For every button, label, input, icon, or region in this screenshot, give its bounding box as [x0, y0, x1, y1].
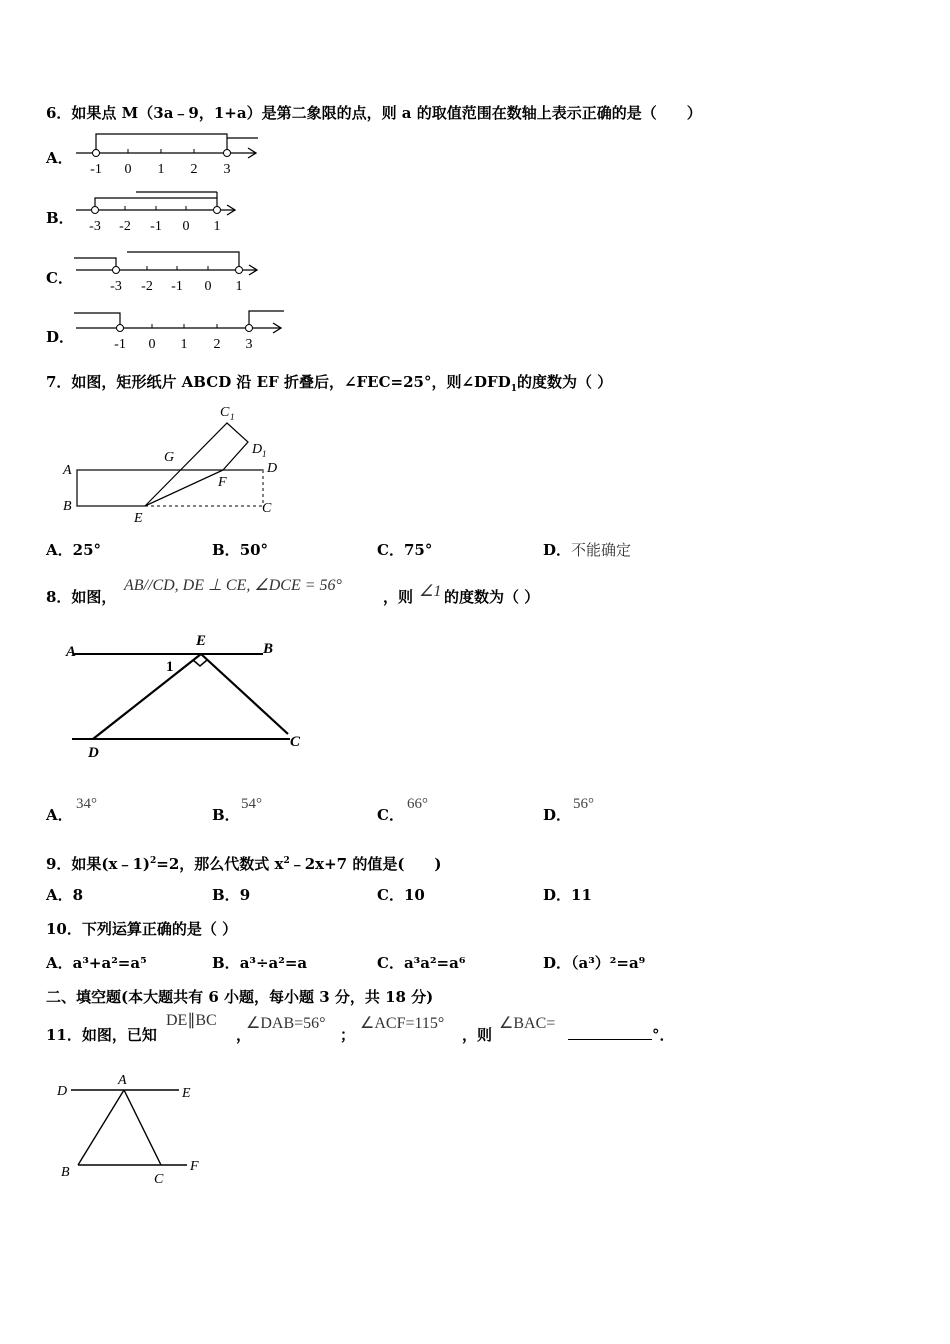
tick-label: 0 — [204, 279, 212, 294]
solution-ray-right — [249, 311, 284, 328]
point-label-a: A — [63, 463, 72, 478]
subscript-c1: 1 — [230, 412, 235, 422]
tick-label: 0 — [148, 337, 156, 352]
q11-stem-end: °． — [652, 1026, 675, 1044]
q11-separator-2: ； — [340, 1026, 356, 1044]
q8-option-b-label[interactable]: B． — [212, 806, 240, 824]
section-2-heading: 二、填空题(本大题共有 6 小题，每小题 3 分，共 18 分) — [46, 988, 434, 1006]
q9-option-c[interactable]: C．10 — [377, 886, 425, 904]
q7-option-b[interactable]: B．50° — [212, 541, 269, 559]
tick-label: 0 — [124, 162, 132, 177]
tick-label: 2 — [213, 337, 221, 352]
q6-option-a-number-line[interactable] — [70, 128, 265, 178]
tick-label: -1 — [90, 162, 102, 177]
point-label-d: D — [57, 1084, 68, 1099]
q11-answer-blank[interactable] — [568, 1025, 652, 1040]
q8-figure — [60, 628, 310, 763]
q10-option-c[interactable]: C．a³a²=a⁶ — [377, 954, 466, 972]
q7-option-a[interactable]: A．25° — [46, 541, 102, 559]
q10-stem: 10．下列运算正确的是（ ） — [46, 920, 238, 938]
q8-stem-mid: ，则 — [383, 588, 414, 606]
tick-label: -2 — [141, 279, 153, 294]
open-circle-icon — [117, 325, 124, 332]
q6-option-c-label[interactable]: C． — [46, 269, 73, 287]
q7-stem — [46, 372, 612, 399]
point-label-c1: C — [220, 405, 230, 420]
fold-line-ef — [145, 470, 223, 506]
q8-stem-start: 8．如图， — [46, 588, 117, 606]
point-label-f: F — [190, 1159, 199, 1174]
tick-label: 1 — [235, 279, 243, 294]
open-circle-icon — [93, 150, 100, 157]
open-circle-icon — [92, 207, 99, 214]
angle-label-1: 1 — [166, 659, 174, 675]
q7-option-c[interactable]: C．75° — [377, 541, 433, 559]
q8-condition: AB//CD, DE ⊥ CE, ∠DCE = 56° — [124, 577, 342, 594]
q8-option-b-value[interactable]: 54° — [241, 796, 262, 812]
solution-ray-left — [74, 313, 120, 328]
q9-stem: 9．如果(x﹣1)$^2$=2，那么代数式 $x^2﹣2x+7$ 的值是( ) — [46, 855, 442, 873]
point-label-c: C — [154, 1172, 164, 1187]
q9-option-b[interactable]: B．9 — [212, 886, 251, 904]
point-label-d: D — [88, 745, 99, 761]
q10-option-b[interactable]: B．a³÷a²=a — [212, 954, 308, 972]
q6-option-b-number-line[interactable] — [70, 186, 245, 236]
point-label-a: A — [118, 1073, 127, 1088]
point-label-d: D — [267, 461, 278, 476]
open-circle-icon — [113, 267, 120, 274]
q6-option-b-label[interactable]: B． — [46, 209, 74, 227]
point-label-g: G — [164, 450, 175, 465]
tick-label: 2 — [190, 162, 198, 177]
tick-label: 0 — [182, 219, 190, 234]
tick-label: 1 — [213, 219, 221, 234]
q6-option-d-number-line[interactable] — [70, 304, 290, 354]
point-label-e: E — [196, 633, 207, 649]
q9-option-a[interactable]: A．8 — [46, 886, 84, 904]
q8-option-c-label[interactable]: C． — [377, 806, 404, 824]
q8-option-a-label[interactable]: A． — [46, 806, 73, 824]
tick-label: -3 — [89, 219, 101, 234]
point-label-b: B — [63, 499, 72, 514]
open-circle-icon — [214, 207, 221, 214]
folded-flap — [145, 423, 248, 506]
q11-figure — [55, 1068, 230, 1190]
point-label-a: A — [66, 644, 77, 660]
solution-ray-right — [127, 252, 239, 270]
segment-ab — [78, 1090, 124, 1165]
point-label-f: F — [218, 475, 227, 490]
q7-stem-text: 7．如图，矩形纸片 ABCD 沿 EF 折叠后，∠FEC=25°，则∠DFD — [46, 373, 511, 391]
q11-ask: ∠BAC= — [499, 1015, 556, 1032]
rectangle-abcd — [77, 470, 263, 506]
q7-figure — [55, 398, 290, 528]
q8-angle: ∠1 — [419, 583, 442, 600]
tick-label: -2 — [119, 219, 131, 234]
q8-option-d-label[interactable]: D． — [543, 806, 572, 824]
q11-condition-1: DE∥BC — [166, 1012, 217, 1029]
q8-option-a-value[interactable]: 34° — [76, 796, 97, 812]
q11-stem-start: 11．如图，已知 — [46, 1026, 157, 1044]
q7-stem-subscript: 1 — [510, 384, 517, 394]
q6-option-c-number-line[interactable] — [70, 246, 265, 296]
point-label-d1: D — [252, 442, 263, 457]
segment-ac — [124, 1090, 161, 1165]
tick-label: 3 — [245, 337, 253, 352]
tick-label: -1 — [114, 337, 126, 352]
q8-stem-end: 的度数为（ ） — [444, 588, 540, 606]
open-circle-icon — [246, 325, 253, 332]
solution-ray-left — [74, 258, 116, 270]
q9-option-d[interactable]: D．11 — [543, 886, 592, 904]
tick-label: 1 — [157, 162, 165, 177]
open-circle-icon — [224, 150, 231, 157]
tick-label: -1 — [171, 279, 183, 294]
point-label-c: C — [262, 501, 272, 516]
q6-option-d-label[interactable]: D． — [46, 328, 75, 346]
q6-option-a-label[interactable]: A． — [46, 149, 73, 167]
point-label-c: C — [290, 734, 301, 750]
tick-label: 1 — [180, 337, 188, 352]
q10-option-d[interactable]: D．（a³）²=a⁹ — [543, 954, 646, 972]
q8-option-c-value[interactable]: 66° — [407, 796, 428, 812]
segment-ec — [201, 654, 288, 734]
tick-label: 3 — [223, 162, 231, 177]
q7-stem-end: 的度数为（ ） — [516, 373, 613, 391]
q11-condition-3: ∠ACF=115° — [360, 1015, 445, 1032]
segment-de — [93, 654, 201, 739]
q11-condition-2: ∠DAB=56° — [246, 1015, 326, 1032]
tick-label: -3 — [110, 279, 122, 294]
q11-answer-blank-row — [568, 1025, 675, 1045]
q6-stem: 6．如果点 M（3a﹣9，1+a）是第二象限的点，则 a 的取值范围在数轴上表示正确的是（ ） — [46, 104, 702, 122]
tick-label: -1 — [150, 219, 162, 234]
q11-separator-1: ， — [236, 1026, 252, 1044]
q7-option-d[interactable]: D．不能确定 — [543, 541, 632, 559]
q11-stem-mid: ，则 — [462, 1026, 493, 1044]
subscript-d1: 1 — [262, 449, 267, 459]
open-circle-icon — [236, 267, 243, 274]
q8-option-d-value[interactable]: 56° — [573, 796, 594, 812]
point-label-e: E — [182, 1086, 191, 1101]
point-label-b: B — [263, 641, 274, 657]
right-angle-icon — [193, 660, 207, 666]
point-label-b: B — [61, 1165, 70, 1180]
point-label-e: E — [134, 511, 143, 526]
q10-option-a[interactable]: A．a³+a²=a⁵ — [46, 954, 147, 972]
